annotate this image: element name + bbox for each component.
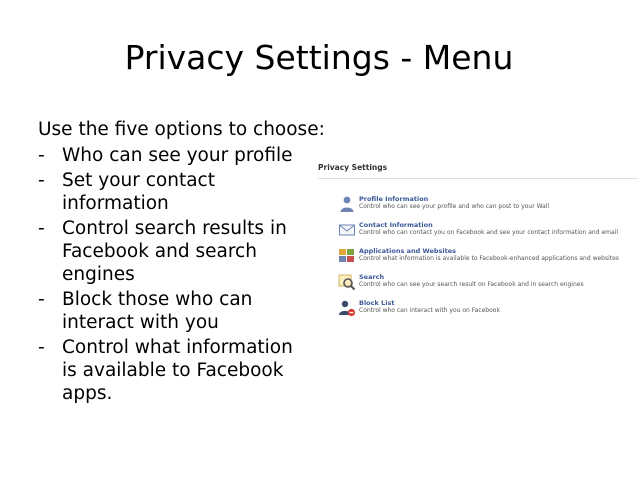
- privacy-item-desc: Control who can see your search result on Facebook and in search engines: [359, 281, 584, 288]
- profile-person-icon: [338, 195, 356, 213]
- bullet-text: Control search results in Facebook and search engines: [62, 218, 287, 285]
- envelope-icon: [338, 221, 356, 239]
- privacy-item-title[interactable]: Profile Information: [359, 195, 429, 203]
- bullet-text: Who can see your profile: [62, 145, 293, 166]
- privacy-settings-header: Privacy Settings: [318, 163, 638, 179]
- privacy-item-profile[interactable]: [338, 195, 638, 213]
- bullet-item: [38, 336, 313, 405]
- privacy-item-desc: Control what information is available to Facebook-enhanced applications and websites: [359, 255, 619, 262]
- bullet-text: Set your contact information: [62, 170, 215, 214]
- bullet-section: [38, 118, 325, 407]
- bullet-text: Control what information is available to Facebook apps.: [62, 337, 293, 404]
- bullet-list: [38, 144, 313, 405]
- bullet-dash: -: [38, 289, 45, 310]
- privacy-item-title[interactable]: Search: [359, 273, 385, 281]
- search-magnifier-icon: [338, 273, 356, 291]
- privacy-item-applications[interactable]: [338, 247, 638, 265]
- privacy-item-title[interactable]: Applications and Websites: [359, 247, 457, 255]
- bullet-item: [38, 169, 313, 215]
- slide-title: Privacy Settings - Menu: [124, 38, 514, 77]
- privacy-item-desc: Control who can contact you on Facebook and see your contact information and email: [359, 229, 618, 236]
- bullet-dash: -: [38, 170, 45, 191]
- bullet-intro: Use the five options to choose:: [38, 119, 325, 140]
- privacy-item-search[interactable]: [338, 273, 638, 291]
- bullet-dash: -: [38, 145, 45, 166]
- bullet-item: [38, 144, 313, 167]
- privacy-item-desc: Control who can see your profile and who can post to your Wall: [359, 203, 550, 210]
- bullet-item: [38, 288, 313, 334]
- bullet-text: Block those who can interact with you: [62, 289, 253, 333]
- privacy-item-block-list[interactable]: [338, 299, 638, 317]
- privacy-settings-list: [318, 195, 638, 317]
- privacy-item-title[interactable]: Block List: [359, 299, 395, 307]
- privacy-item-desc: Control who can interact with you on Facebook: [359, 307, 500, 314]
- block-person-icon: [338, 299, 356, 317]
- privacy-item-title[interactable]: Contact Information: [359, 221, 433, 229]
- bullet-dash: -: [38, 218, 45, 239]
- applications-puzzle-icon: [338, 247, 356, 265]
- bullet-dash: -: [38, 337, 45, 358]
- bullet-item: [38, 217, 313, 286]
- privacy-settings-panel: [318, 163, 638, 325]
- privacy-item-contact[interactable]: [338, 221, 638, 239]
